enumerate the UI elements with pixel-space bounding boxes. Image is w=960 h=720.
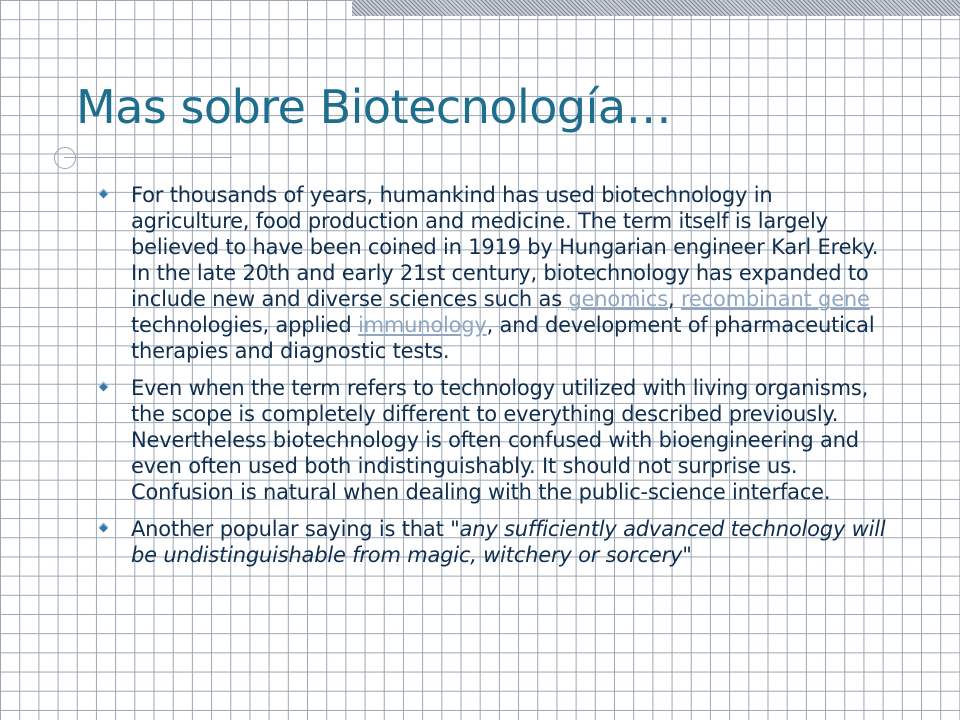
bullet-text	[131, 375, 888, 505]
bullet-segment: technologies, applied	[131, 313, 358, 337]
title-underline	[64, 157, 232, 158]
link-genomics[interactable]: genomics	[568, 287, 668, 311]
slide-title: Mas sobre Biotecnología…	[76, 80, 672, 134]
bullet-text	[131, 182, 888, 364]
bullet-item-3	[98, 516, 888, 568]
bullet-segment: For thousands of years, humankind has used biotechnology in agriculture, food production and medicine. The term itself is largely believed to have been coined in 1919 by Hungarian engineer Karl Ereky. In the late 20th and early 21st century, biotechnology has expanded to include new and diverse sciences such as	[131, 183, 879, 311]
bullet-segment: ,	[668, 287, 681, 311]
bullet-item-2	[98, 375, 888, 505]
bullet-item-1	[98, 182, 888, 364]
bullet-segment: , and development of pharmaceutical therapies and diagnostic tests.	[131, 313, 875, 363]
diamond-bullet-icon	[98, 188, 110, 200]
title-circle-decoration	[54, 147, 76, 169]
bullet-segment: Another popular saying is that	[131, 517, 451, 541]
link-immunology[interactable]: immunology	[357, 313, 487, 337]
bullet-segment: Even when the term refers to technology utilized with living organisms, the scope is completely different to everything described previously. Nevertheless biotechnology is often confused with bioengineering and even often used both indistinguishably. It should not surprise us. Confusion is natural when dealing with the public-science interface.	[131, 376, 869, 504]
diamond-bullet-icon	[98, 381, 110, 393]
bullet-list	[98, 182, 888, 579]
link-recombinant-gene[interactable]: recombinant gene	[680, 287, 870, 311]
quote-text: "any sufficiently advanced technology will be undistinguishable from magic, witchery or sorcery"	[131, 517, 886, 567]
diamond-bullet-icon	[98, 522, 110, 534]
corner-pattern-decoration	[352, 0, 960, 16]
bullet-text	[131, 516, 888, 568]
